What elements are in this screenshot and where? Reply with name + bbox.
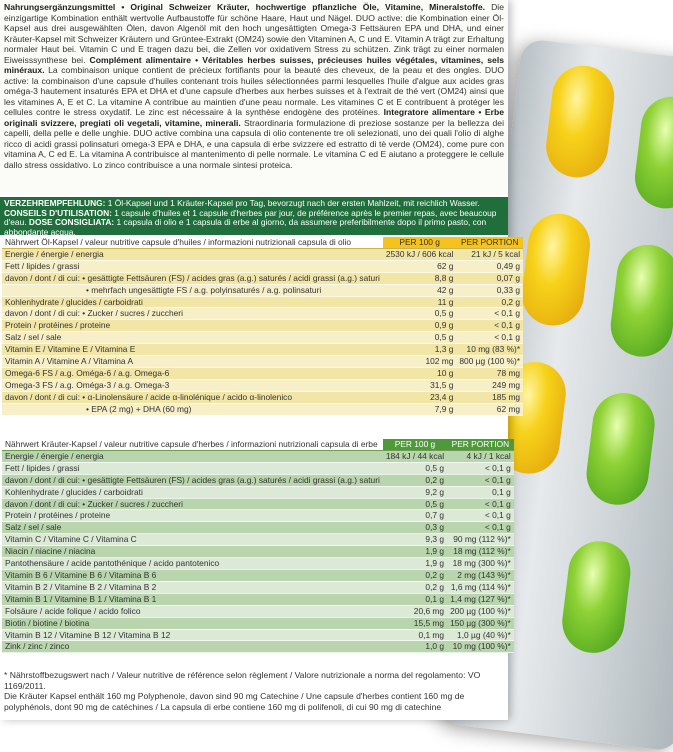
value-per-portion: 1,4 mg (127 %)*: [447, 593, 514, 605]
table-row: [2, 332, 523, 344]
value-per-100g: 0,5 g: [383, 498, 447, 510]
value-per-portion: 90 mg (112 %)*: [447, 534, 514, 546]
value-per-100g: 10 g: [383, 367, 457, 379]
polyphenol-note: Die Kräuter Kapsel enthält 160 mg Polyphenole, davon sind 90 mg Catechine / Une capsule d'herbes contient 160 mg de polyphénols, dont 90 mg de catéchines / La capsula di erbe contiene 160 mg di polifenoli, di cui 90 mg di catechine: [4, 691, 465, 712]
value-per-100g: 9,2 g: [383, 486, 447, 498]
value-per-portion: 2 mg (143 %)*: [447, 569, 514, 581]
table-row: [2, 486, 514, 498]
intro-text-de: Die einzigartige Kombination enthält wertvolle Aufbaustoffe für schöne Haare, Haut und Nägel. DUO active: die Kombination einer Öl-Kapsel aus drei ausgewählten Ölen, davon Algenöl mit den hoch ungesättigten Omega-3 Fettsäuren EPA und DHA, und einer Kräuter-Kapsel mit Schweizer Kräutern und Grüntee-Extrakt (OM24) sowie den Vitaminen A, C und E. Vitamin A trägt zur Erhaltung normaler Haut bei. Vitamin C und E tragen dazu bei, die Zellen vor oxidativem Stress zu schützen. Zink trägt zu einer normalen Eiweisssynthese bei.: [4, 2, 504, 65]
value-per-100g: 1,9 g: [383, 558, 447, 570]
table-row: [2, 272, 523, 284]
header-per-portion: PER PORTION: [447, 439, 514, 450]
nutrient-name: Vitamin C / Vitamine C / Vitamina C: [2, 534, 383, 546]
value-per-portion: 1,6 mg (114 %)*: [447, 581, 514, 593]
value-per-portion: 249 mg: [456, 379, 523, 391]
herb-capsule: [607, 241, 673, 360]
value-per-100g: 31,5 g: [383, 379, 457, 391]
value-per-100g: 0,2 g: [383, 581, 447, 593]
table-row: [2, 546, 514, 558]
value-per-portion: 62 mg: [456, 403, 523, 415]
usage-text-fr: 1 capsule d'huiles et 1 capsule d'herbes par jour, de préférence après le premier repas, avec beaucoup d'eau.: [4, 207, 497, 228]
nutrient-name: • mehrfach ungesättigte FS / a.g. polyinsaturés / a.g. polinsaturi: [2, 284, 383, 296]
value-per-portion: < 0,1 g: [456, 332, 523, 344]
nutrient-name: davon / dont / di cui: • Zucker / sucres / zuccheri: [2, 308, 383, 320]
table-header-row: [2, 439, 514, 450]
reference-note: * Nährstoffbezugswert nach / Valeur nutritive de référence selon règlement / Valore nutrizionale a norma del regolamento: VO 1169/2011.: [4, 670, 481, 691]
nutrient-name: davon / dont / di cui: • α-Linolensäure / acide α-linolénique / acido α-linolenico: [2, 391, 383, 403]
usage-label-it: DOSE CONSIGLIATA:: [28, 217, 115, 228]
table-row: [2, 260, 523, 272]
header-label: Nährwert Kräuter-Kapsel / valeur nutritive capsule d'herbes / informazioni nutrizionali capsula di erbe: [2, 439, 383, 450]
value-per-portion: < 0,1 g: [456, 320, 523, 332]
nutrient-name: Fett / lipides / grassi: [2, 260, 383, 272]
table-gap: [0, 428, 508, 437]
value-per-portion: 185 mg: [456, 391, 523, 403]
header-label: Nährwert Öl-Kapsel / valeur nutritive capsule d'huiles / informazioni nutrizionali capsula di olio: [2, 237, 383, 248]
value-per-100g: 0,2 g: [383, 474, 447, 486]
value-per-portion: < 0,1 g: [447, 462, 514, 474]
value-per-portion: 0,2 g: [456, 296, 523, 308]
intro-text-fr: La combinaison unique contient de précieux fortifiants pour la beauté des cheveux, de la peau et des ongles. DUO active: la combinaison d'une capsule d'huiles contenant trois huiles sélectionnées parmi lesquelles l'huile d'algue aux acides gras oméga-3 hautement insaturés EPA et DHA et d'une capsule d'herbes aux herbes suisses et à l'extrait de thé vert (OM24) ainsi que les vitamines A, E et C. La vitamine A contribue au maintien d'une peau normale. Les vitamines C et E contribuent à protéger les cellules contre le stress oxydatif. Le zinc est nécessaire à la synthèse endogène des protéines.: [4, 65, 505, 117]
nutrient-name: Vitamin B 2 / Vitamine B 2 / Vitamina B 2: [2, 581, 383, 593]
table-row: [2, 581, 514, 593]
value-per-100g: 8,8 g: [383, 272, 457, 284]
nutrient-name: Pantothensäure / acide pantothénique / acido pantotenico: [2, 558, 383, 570]
value-per-portion: 10 mg (100 %)*: [447, 641, 514, 653]
value-per-portion: 0,07 g: [456, 272, 523, 284]
nutrient-name: Vitamin B 6 / Vitamine B 6 / Vitamina B 6: [2, 569, 383, 581]
value-per-portion: 200 µg (100 %)*: [447, 605, 514, 617]
value-per-100g: 0,7 g: [383, 510, 447, 522]
table-row: [2, 522, 514, 534]
table-row: [2, 462, 514, 474]
value-per-portion: 0,49 g: [456, 260, 523, 272]
herb-capsule: [583, 390, 658, 509]
oil-nutrition-table: [2, 237, 523, 416]
nutrient-name: Vitamin B 1 / Vitamine B 1 / Vitamina B 1: [2, 593, 383, 605]
value-per-100g: 0,5 g: [383, 308, 457, 320]
usage-label-fr: CONSEILS D'UTILISATION:: [4, 207, 112, 218]
table-row: [2, 344, 523, 356]
nutrient-name: Vitamin B 12 / Vitamine B 12 / Vitamina B 12: [2, 629, 383, 641]
herb-capsule: [559, 538, 634, 657]
table-row: [2, 284, 523, 296]
value-per-100g: 9,3 g: [383, 534, 447, 546]
value-per-portion: 78 mg: [456, 367, 523, 379]
nutrient-name: davon / dont / di cui: • gesättigte Fettsäuren (FS) / acides gras (a.g.) saturés / acidi grassi (a.g.) saturi: [2, 272, 383, 284]
value-per-100g: 0,5 g: [383, 462, 447, 474]
value-per-100g: 1,9 g: [383, 546, 447, 558]
value-per-portion: < 0,1 g: [447, 474, 514, 486]
nutrient-name: Vitamin A / Vitamine A / Vitamina A: [2, 356, 383, 368]
value-per-100g: 20,6 mg: [383, 605, 447, 617]
intro-heading-de: Nahrungsergänzungsmittel • Original Schweizer Kräuter, hochwertige pflanzliche Öle, Vitamine, Mineralstoffe.: [4, 2, 486, 12]
nutrient-name: Energie / énergie / energia: [2, 450, 383, 462]
usage-label-de: VERZEHREMPFEHLUNG:: [4, 198, 106, 208]
table-row: [2, 569, 514, 581]
nutrient-name: Energie / énergie / energia: [2, 248, 383, 260]
nutrient-name: Salz / sel / sale: [2, 522, 383, 534]
nutrient-name: davon / dont / di cui: • Zucker / sucres / zuccheri: [2, 498, 383, 510]
value-per-100g: 0,9 g: [383, 320, 457, 332]
value-per-100g: 2530 kJ / 606 kcal: [383, 248, 457, 260]
value-per-100g: 1,0 g: [383, 641, 447, 653]
table-row: [2, 356, 523, 368]
value-per-100g: 184 kJ / 44 kcal: [383, 450, 447, 462]
table-row: [2, 558, 514, 570]
value-per-portion: 0,33 g: [456, 284, 523, 296]
value-per-portion: 10 mg (83 %)*: [456, 344, 523, 356]
oil-capsule: [518, 210, 593, 329]
header-per-100g: PER 100 g: [383, 439, 447, 450]
value-per-portion: < 0,1 g: [447, 498, 514, 510]
value-per-portion: < 0,1 g: [447, 510, 514, 522]
intro-text-it: Straordinaria formulazione di preziose sostanze per la bellezza dei capelli, della pelle e delle unghie. DUO active combina una capsula di olio contenente tre oli selezionati, uno dei quali l'olio di alghe ricco di acidi grassi polinsaturi omega-3 EPA e DHA, e una capsula di erbe svizzere ed estratto di tè verde (OM24), come pure con vitamina A, C ed E. La vitamina A contribuisce al mantenimento di pelle normale. Le vitamina C ed E aiutano a proteggere le cellule dallo stress ossidativo. Lo zinco contribuisce a una normale sintesi proteica.: [4, 117, 504, 170]
value-per-portion: 1,0 µg (40 %)*: [447, 629, 514, 641]
table-row: [2, 641, 514, 653]
nutrient-name: Folsäure / acide folique / acido folico: [2, 605, 383, 617]
table-row: [2, 403, 523, 415]
nutrient-name: Zink / zinc / zinco: [2, 641, 383, 653]
value-per-100g: 102 mg: [383, 356, 457, 368]
usage-text-it: 1 capsula di olio e 1 capsula di erbe al giorno, da assumere preferibilmente dopo il primo pasto, con abbondante acqua.: [4, 217, 487, 237]
usage-text-de: 1 Öl-Kapsel und 1 Kräuter-Kapsel pro Tag, bevorzugt nach der ersten Mahlzeit, mit reichlich Wasser.: [107, 198, 480, 208]
table-row: [2, 510, 514, 522]
nutrient-name: • EPA (2 mg) + DHA (60 mg): [2, 403, 383, 415]
intro-text: [4, 2, 504, 170]
table-row: [2, 379, 523, 391]
herb-nutrition-table: [2, 439, 514, 653]
table-row: [2, 605, 514, 617]
header-per-100g: PER 100 g: [383, 237, 457, 248]
intro-heading-fr: Complément alimentaire • Véritables herbes suisses, précieuses huiles végétales, vitamines, sels minéraux.: [4, 54, 504, 75]
value-per-100g: 0,1 g: [383, 593, 447, 605]
nutrient-name: Omega-6 FS / a.g. Oméga-6 / a.g. Omega-6: [2, 367, 383, 379]
table-row: [2, 593, 514, 605]
table-row: [2, 498, 514, 510]
nutrient-name: Niacin / niacine / niacina: [2, 546, 383, 558]
nutrient-name: Kohlenhydrate / glucides / carboidrati: [2, 486, 383, 498]
table-row: [2, 308, 523, 320]
table-row: [2, 629, 514, 641]
value-per-portion: 150 µg (300 %)*: [447, 617, 514, 629]
table-row: [2, 450, 514, 462]
value-per-100g: 11 g: [383, 296, 457, 308]
value-per-portion: < 0,1 g: [456, 308, 523, 320]
nutrient-name: Omega-3 FS / a.g. Oméga-3 / a.g. Omega-3: [2, 379, 383, 391]
value-per-portion: 18 mg (112 %)*: [447, 546, 514, 558]
value-per-100g: 15,5 mg: [383, 617, 447, 629]
table-row: [2, 296, 523, 308]
nutrient-name: Salz / sel / sale: [2, 332, 383, 344]
value-per-portion: 800 µg (100 %)*: [456, 356, 523, 368]
value-per-portion: 0,1 g: [447, 486, 514, 498]
usage-recommendation: [0, 197, 508, 235]
value-per-100g: 0,1 mg: [383, 629, 447, 641]
value-per-100g: 62 g: [383, 260, 457, 272]
table-row: [2, 474, 514, 486]
value-per-100g: 0,2 g: [383, 569, 447, 581]
value-per-100g: 23,4 g: [383, 391, 457, 403]
header-per-portion: PER PORTION: [456, 237, 523, 248]
nutrient-name: Kohlenhydrate / glucides / carboidrati: [2, 296, 383, 308]
value-per-100g: 7,9 g: [383, 403, 457, 415]
value-per-portion: 21 kJ / 5 kcal: [456, 248, 523, 260]
value-per-100g: 42 g: [383, 284, 457, 296]
value-per-100g: 1,3 g: [383, 344, 457, 356]
footnote: [4, 670, 504, 712]
table-row: [2, 391, 523, 403]
nutrient-name: davon / dont / di cui: • gesättigte Fettsäuren (FS) / acides gras (a.g.) saturés / acidi grassi (a.g.) saturi: [2, 474, 383, 486]
table-row: [2, 248, 523, 260]
value-per-portion: < 0,1 g: [447, 522, 514, 534]
nutrient-name: Protein / protéines / proteine: [2, 510, 383, 522]
nutrient-name: Fett / lipides / grassi: [2, 462, 383, 474]
herb-capsule: [631, 93, 673, 212]
table-row: [2, 617, 514, 629]
nutrient-name: Protein / protéines / proteine: [2, 320, 383, 332]
nutrient-name: Vitamin E / Vitamine E / Vitamina E: [2, 344, 383, 356]
table-row: [2, 534, 514, 546]
nutrient-name: Biotin / biotine / biotina: [2, 617, 383, 629]
value-per-100g: 0,5 g: [383, 332, 457, 344]
value-per-100g: 0,3 g: [383, 522, 447, 534]
table-header-row: [2, 237, 523, 248]
table-row: [2, 320, 523, 332]
oil-capsule: [543, 62, 618, 181]
intro-heading-it: Integratore alimentare • Erbe originali svizzere, pregiati oli vegetali, vitamine, minerali.: [4, 107, 504, 128]
value-per-portion: 18 mg (300 %)*: [447, 558, 514, 570]
table-row: [2, 367, 523, 379]
value-per-portion: 4 kJ / 1 kcal: [447, 450, 514, 462]
